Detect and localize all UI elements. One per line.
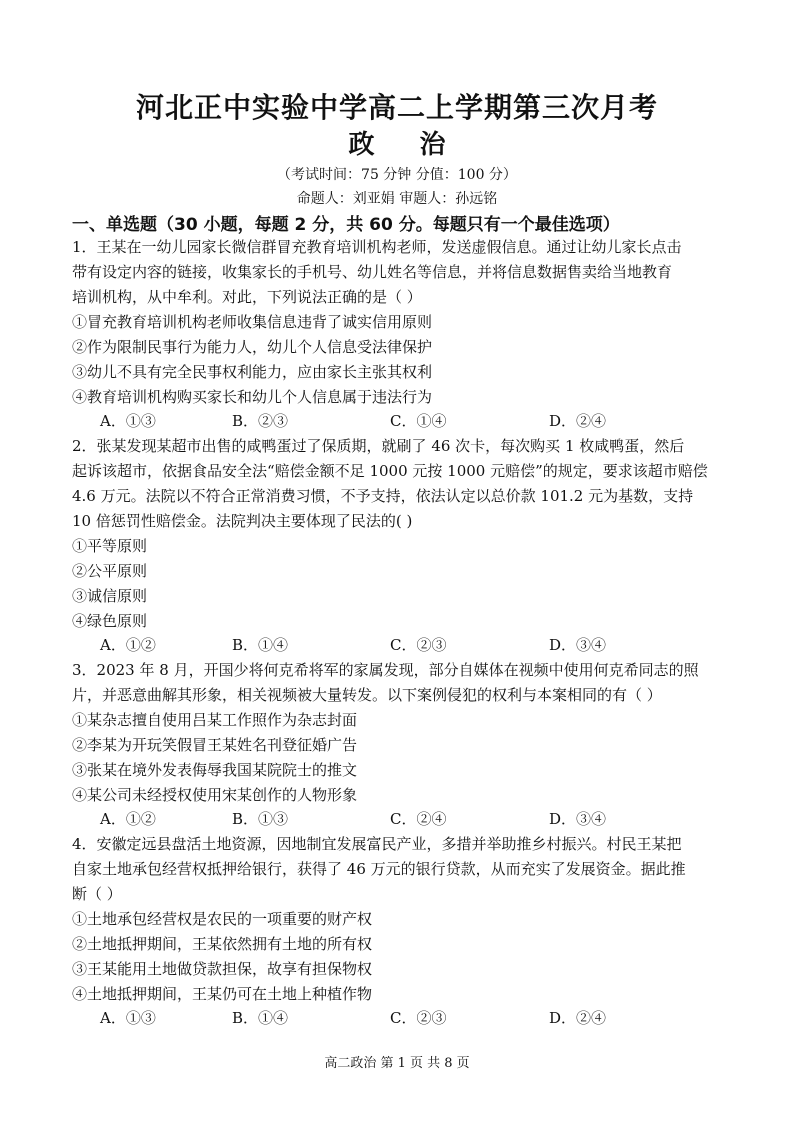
question-1-line-2: 带有设定内容的链接，收集家长的手机号、幼儿姓名等信息，并将信息数据售卖给当地教育 bbox=[72, 263, 673, 281]
question-4-option-c: C．②③ bbox=[390, 1009, 447, 1027]
question-2-line-3: 4.6 万元。法院以不符合正常消费习惯，不予支持，依法认定以总价款 101.2 元为基数，支持 bbox=[72, 487, 694, 505]
question-3-statement-4: ④某公司未经授权使用宋某创作的人物形象 bbox=[72, 786, 358, 804]
question-2-line-4: 10 倍惩罚性赔偿金。法院判决主要体现了民法的( ) bbox=[72, 512, 413, 530]
question-3-option-c: C．②④ bbox=[390, 810, 447, 828]
exam-authors: 命题人：刘亚娟 审题人：孙远铭 bbox=[296, 191, 498, 207]
question-4-option-d: D．②④ bbox=[549, 1009, 607, 1027]
section-heading: 一、单选题（30 小题，每题 2 分，共 60 分。每题只有一个最佳选项） bbox=[72, 215, 620, 235]
question-2-option-d: D．③④ bbox=[549, 636, 607, 654]
question-1-line-3: 培训机构，从中牟利。对此，下列说法正确的是（ ） bbox=[72, 288, 422, 306]
question-4-statement-1: ①土地承包经营权是农民的一项重要的财产权 bbox=[72, 910, 373, 928]
question-4-line-2: 自家土地承包经营权抵押给银行，获得了 46 万元的银行贷款，从而充实了发展资金。据此推 bbox=[72, 860, 686, 878]
question-4-line-1: 4．安徽定远县盘活土地资源，因地制宜发展富民产业，多措并举助推乡村振兴。村民王某把 bbox=[72, 835, 682, 853]
page-title: 河北正中实验中学高二上学期第三次月考 bbox=[135, 91, 658, 124]
question-2-line-2: 起诉该超市，依据食品安全法“赔偿金额不足 1000 元按 1000 元赔偿”的规定，要求该超市赔偿 bbox=[72, 462, 708, 480]
question-2-statement-1: ①平等原则 bbox=[72, 537, 148, 555]
question-4-line-3: 断（ ） bbox=[72, 885, 122, 903]
question-4-statement-2: ②土地抵押期间，王某依然拥有土地的所有权 bbox=[72, 935, 373, 953]
page-footer: 高二政治 第 1 页 共 8 页 bbox=[324, 1056, 470, 1071]
question-4-statement-3: ③王某能用土地做贷款担保，故享有担保物权 bbox=[72, 960, 373, 978]
question-3-line-2: 片，并恶意曲解其形象，相关视频被大量转发。以下案例侵犯的权利与本案相同的有（ ） bbox=[72, 686, 662, 704]
question-3-option-a: A．①② bbox=[100, 810, 156, 828]
question-3-option-d: D．③④ bbox=[549, 810, 607, 828]
question-3-statement-1: ①某杂志擅自使用吕某工作照作为杂志封面 bbox=[72, 711, 358, 729]
question-3-statement-3: ③张某在境外发表侮辱我国某院院士的推文 bbox=[72, 761, 358, 779]
question-2-option-b: B．①④ bbox=[232, 636, 289, 654]
exam-info: （考试时间：75 分钟 分值：100 分） bbox=[277, 167, 517, 183]
question-1-statement-2: ②作为限制民事行为能力人，幼儿个人信息受法律保护 bbox=[72, 338, 433, 356]
question-1-option-c: C．①④ bbox=[390, 412, 447, 430]
question-2-option-c: C．②③ bbox=[390, 636, 447, 654]
question-3-line-1: 3．2023 年 8 月，开国少将何克希将军的家属发现，部分自媒体在视频中使用何克希同志的照 bbox=[72, 661, 699, 679]
question-1-statement-1: ①冒充教育培训机构老师收集信息违背了诚实信用原则 bbox=[72, 313, 433, 331]
question-4-option-b: B．①④ bbox=[232, 1009, 289, 1027]
question-2-statement-2: ②公平原则 bbox=[72, 562, 148, 580]
question-3-option-b: B．①③ bbox=[232, 810, 289, 828]
question-2-statement-4: ④绿色原则 bbox=[72, 612, 148, 630]
question-1-option-a: A．①③ bbox=[100, 412, 156, 430]
question-1-statement-3: ③幼儿不具有完全民事权利能力，应由家长主张其权利 bbox=[72, 363, 433, 381]
question-1-statement-4: ④教育培训机构购买家长和幼儿个人信息属于违法行为 bbox=[72, 388, 433, 406]
question-2-line-1: 2．张某发现某超市出售的咸鸭蛋过了保质期，就刷了 46 次卡，每次购买 1 枚咸鸭蛋，然后 bbox=[72, 437, 685, 455]
question-2-option-a: A．①② bbox=[100, 636, 156, 654]
question-4-statement-4: ④土地抵押期间，王某仍可在土地上种植作物 bbox=[72, 985, 373, 1003]
question-4-option-a: A．①③ bbox=[100, 1009, 156, 1027]
question-1-option-b: B．②③ bbox=[232, 412, 289, 430]
subject-title: 政 治 bbox=[348, 130, 464, 160]
question-2-statement-3: ③诚信原则 bbox=[72, 587, 148, 605]
question-1-line-1: 1．王某在一幼儿园家长微信群冒充教育培训机构老师，发送虚假信息。通过让幼儿家长点击 bbox=[72, 238, 682, 256]
question-1-option-d: D．②④ bbox=[549, 412, 607, 430]
question-3-statement-2: ②李某为开玩笑假冒王某姓名刊登征婚广告 bbox=[72, 736, 358, 754]
